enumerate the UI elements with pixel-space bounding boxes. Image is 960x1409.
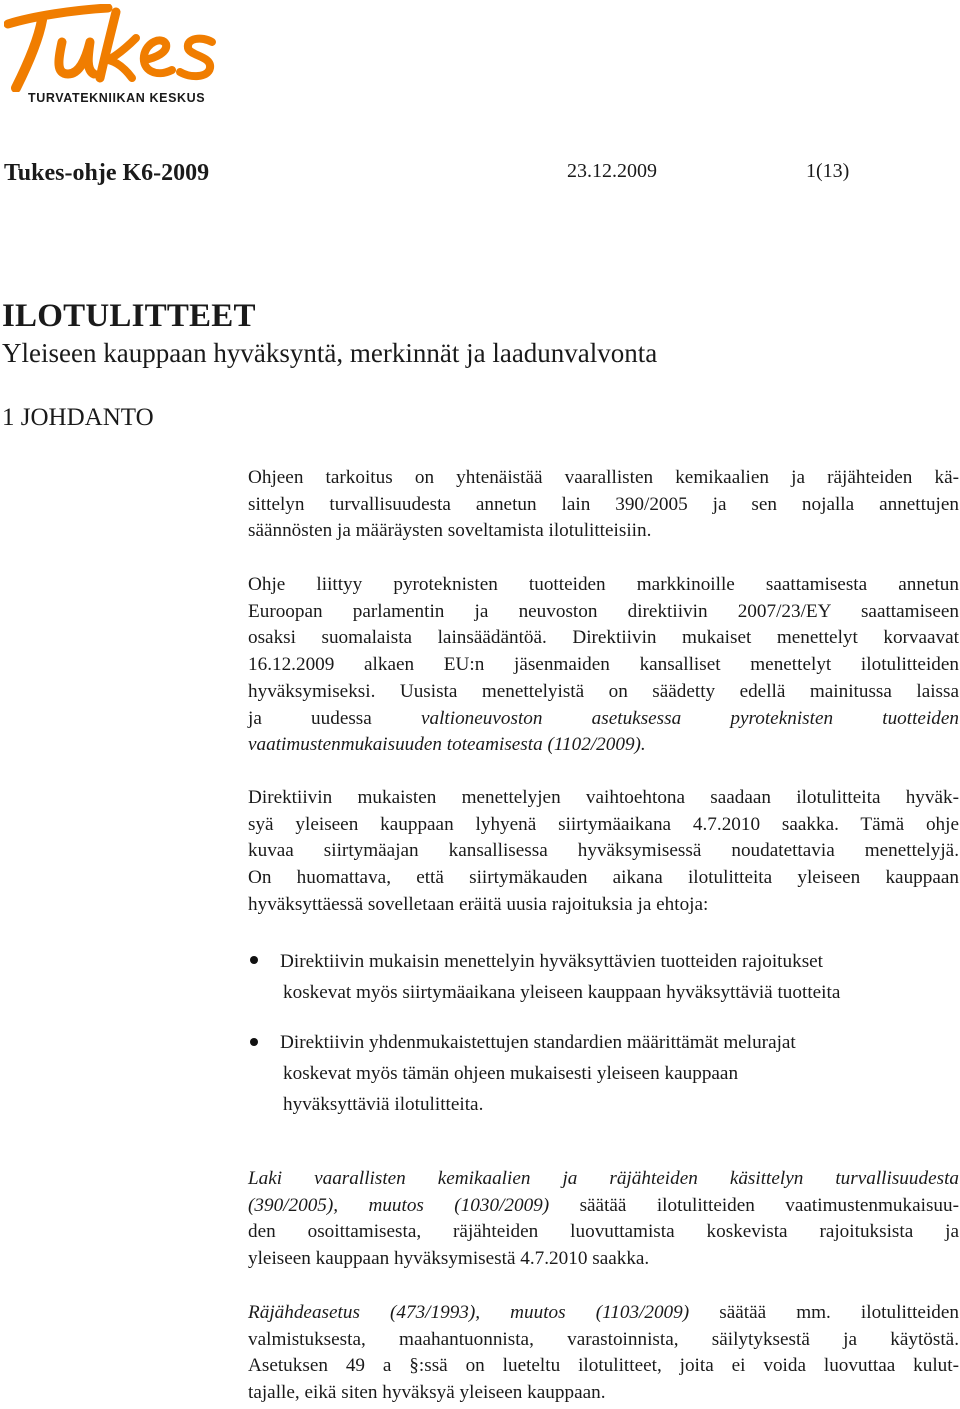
text-line: hyväksyttäessä sovelletaan eräitä uusia rajoituksia ja ehtoja: (248, 893, 709, 915)
document-subtitle: Yleiseen kauppaan hyväksyntä, merkinnät ja laadunvalvonta (2, 338, 658, 368)
document-id: Tukes-ohje K6-2009 (4, 160, 210, 186)
bullet-dot (250, 1038, 258, 1046)
text-line (248, 1193, 959, 1220)
text-line: Direktiivin mukaisin menettelyin hyväksyttävien tuotteiden rajoitukset (280, 951, 824, 972)
text-line: valmistuksesta, maahantuonnista, varastoinnista, säilytyksestä ja käytöstä. (248, 1328, 959, 1350)
italic-reference: Räjähdeasetus (473/1993), muutos (1103/2009) (248, 1302, 690, 1323)
text-segment: säätää ilotulitteiden vaatimustenmukaisuu- (549, 1194, 960, 1216)
text-line: syä yleiseen kauppaan lyhyenä siirtymäaikana 4.7.2010 saakka. Tämä ohje (248, 813, 959, 835)
document-title: ILOTULITTEET (2, 298, 256, 334)
paragraph-law (248, 1166, 959, 1273)
text-line: Ohje liittyy pyroteknisten tuotteiden markkinoille saattamisesta annetun (248, 574, 959, 595)
logo-subtitle: TURVATEKNIIKAN KESKUS (28, 91, 206, 105)
text-line: koskevat myös siirtymäaikana yleiseen kauppaan hyväksyttäviä tuotteita (283, 982, 841, 1003)
text-line: säännösten ja määräysten soveltamista ilotulitteisiin. (248, 520, 652, 542)
italic-reference: Laki vaarallisten kemikaalien ja räjähteiden käsittelyn turvallisuudesta (248, 1168, 959, 1189)
list-item (280, 1027, 796, 1120)
text-line (248, 706, 959, 733)
text-line: hyväksyttäviä ilotulitteita. (283, 1094, 484, 1115)
text-line: hyväksymiseksi. Uusista menettelyistä on säädetty edellä mainitussa laissa (248, 680, 959, 702)
document-date: 23.12.2009 (567, 160, 657, 182)
text-line (248, 1166, 959, 1193)
text-segment: säätää mm. ilotulitteiden (689, 1302, 959, 1323)
paragraph-intro (248, 465, 959, 545)
paragraph-directive (248, 572, 959, 759)
text-line: sittelyn turvallisuudesta annetun lain 390/2005 ja sen nojalla annettujen (248, 493, 959, 515)
text-line: den osoittamisesta, räjähteiden luovuttamista koskevista rajoituksista ja (248, 1221, 959, 1243)
text-line (248, 1300, 959, 1327)
text-line: osaksi suomalaista lainsäädäntöä. Direktiivin mukaiset menettelyt korvaavat (248, 627, 959, 649)
page-number: 1(13) (806, 160, 850, 182)
text-line: On huomattava, että siirtymäkauden aikana ilotulitteita yleiseen kauppaan (248, 867, 959, 889)
italic-reference: vaatimustenmukaisuuden toteamisesta (1102/2009). (248, 734, 646, 756)
text-line: Direktiivin mukaisten menettelyjen vaihtoehtona saadaan ilotulitteita hyväk- (248, 787, 959, 808)
section-heading: 1 JOHDANTO (2, 404, 154, 431)
text-line: tajalle, eikä siten hyväksyä yleiseen kauppaan. (248, 1382, 606, 1404)
text-line: Direktiivin yhdenmukaistettujen standardien määrittämät melurajat (280, 1032, 796, 1053)
text-line: koskevat myös tämän ohjeen mukaisesti yleiseen kauppaan (283, 1063, 739, 1084)
list-item (280, 946, 840, 1008)
italic-reference: (390/2005), muutos (1030/2009) (248, 1194, 550, 1216)
text-line (248, 732, 959, 759)
bullet-dot (250, 956, 258, 964)
paragraph-transition (248, 785, 959, 919)
italic-reference: valtioneuvoston asetuksessa pyroteknisten tuotteiden (420, 707, 959, 729)
text-line: Ohjeen tarkoitus on yhtenäistää vaarallisten kemikaalien ja räjähteiden kä- (248, 467, 959, 488)
text-line: kuvaa siirtymäajan kansallisessa hyväksymisessä noudatettavia menettelyjä. (248, 840, 959, 862)
text-line: Euroopan parlamentin ja neuvoston direktiivin 2007/23/EY saattamiseen (248, 600, 959, 622)
text-segment: ja uudessa (248, 707, 421, 729)
paragraph-decree (248, 1300, 959, 1407)
text-line: yleiseen kauppaan hyväksymisestä 4.7.2010 saakka. (248, 1248, 650, 1270)
text-line: 16.12.2009 alkaen EU:n jäsenmaiden kansalliset menettelyt ilotulitteiden (248, 654, 959, 676)
tukes-logo (4, 4, 224, 92)
text-line: Asetuksen 49 a §:ssä on lueteltu ilotulitteet, joita ei voida luovuttaa kulut- (248, 1355, 959, 1377)
